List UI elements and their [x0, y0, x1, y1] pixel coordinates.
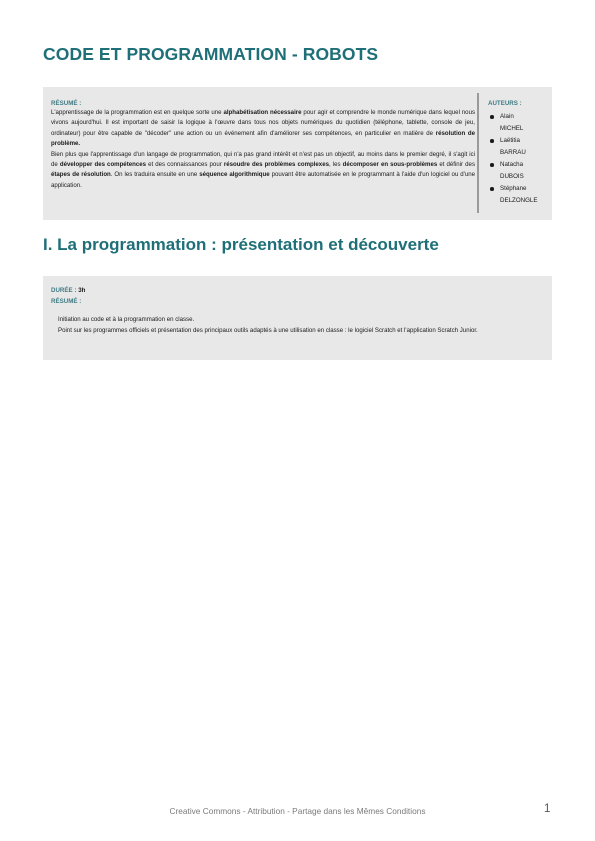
summary-p2-bold: séquence algorithmique — [199, 171, 270, 179]
summary-p1-bold: alphabétisation nécessaire — [223, 109, 302, 116]
duration-value: 3h — [78, 287, 86, 294]
author-last-name: DELZONGLE — [500, 197, 538, 204]
summary-p1-bold: résolution de problème. — [51, 129, 476, 148]
summary-label: RÉSUMÉ : — [51, 100, 82, 107]
page-number: 1 — [544, 803, 551, 815]
document-title: CODE ET PROGRAMMATION - ROBOTS — [43, 44, 379, 64]
summary-p2-bold: décomposer en sous-problèmes — [342, 161, 438, 169]
author-item — [488, 111, 549, 135]
authors-panel — [477, 93, 549, 213]
author-item — [488, 183, 549, 207]
duration-label: DURÉE : — [51, 287, 77, 294]
author-item — [488, 135, 549, 159]
summary-paragraph-2 — [51, 150, 475, 192]
summary-main — [51, 99, 475, 191]
author-item — [488, 159, 549, 183]
author-first-name: Natacha — [500, 161, 524, 168]
summary-p2-text: . On les traduira ensuite en une — [110, 171, 200, 179]
footer-license: Creative Commons - Attribution - Partage dans les Mêmes Conditions — [169, 806, 426, 816]
section-summary-text — [58, 315, 543, 336]
author-last-name: BARRAU — [500, 149, 526, 156]
section-info-box — [43, 276, 552, 360]
summary-p2-bold: développer des compétences — [59, 161, 146, 169]
summary-box — [43, 87, 552, 220]
authors-list — [488, 111, 549, 207]
duration — [51, 285, 544, 297]
summary-p2-text: pouvant être automatisée en le programmant à l'aide d'un logiciel ou d'une application. — [51, 171, 476, 189]
summary-p1-text: L'apprentissage de la programmation est en quelque sorte une — [51, 109, 224, 116]
author-first-name: Stéphane — [500, 185, 527, 192]
summary-p2-text: et définir des — [437, 161, 475, 169]
section-summary-line: Point sur les programmes officiels et présentation des principaux outils adaptés à une utilisation en classe : le logiciel Scratch et l'application Scratch Junior. — [58, 326, 478, 334]
summary-p2-text: et des connaissances pour — [146, 161, 224, 169]
author-first-name: Laëtitia — [500, 137, 520, 144]
author-last-name: DUBOIS — [500, 173, 524, 180]
summary-paragraph-1 — [51, 108, 475, 150]
summary-p2-bold: résoudre des problèmes complexes — [223, 161, 329, 169]
summary-p1-text: pour agir et comprendre le monde numérique dans lequel nous vivons aujourd'hui. Il est important de saisir la logique à l'œuvre dans tous nos objets numériques du quotidien (téléphone, tablette, console de jeu, ordinateur) pour être capable de "décoder" une action ou un événement afin d'améliorer ses compétences, en particulier en matière de — [51, 109, 476, 137]
author-last-name: MICHEL — [500, 125, 524, 132]
section-heading: I. La programmation : présentation et découverte — [43, 235, 439, 254]
authors-label: AUTEURS : — [488, 100, 522, 107]
summary-p2-text: , les — [328, 161, 343, 169]
summary-p2-text: Bien plus que l'apprentissage d'un langage de programmation, qui n'a pas grand intérêt et n'est pas un objectif, au moins dans le premier degré, il s'agit ici de — [51, 150, 475, 169]
section-summary-line: Initiation au code et à la programmation en classe. — [58, 316, 195, 323]
section-summary-label: RÉSUMÉ : — [51, 298, 82, 305]
summary-p2-bold: étapes de résolution — [51, 171, 111, 179]
author-first-name: Alain — [500, 113, 514, 120]
